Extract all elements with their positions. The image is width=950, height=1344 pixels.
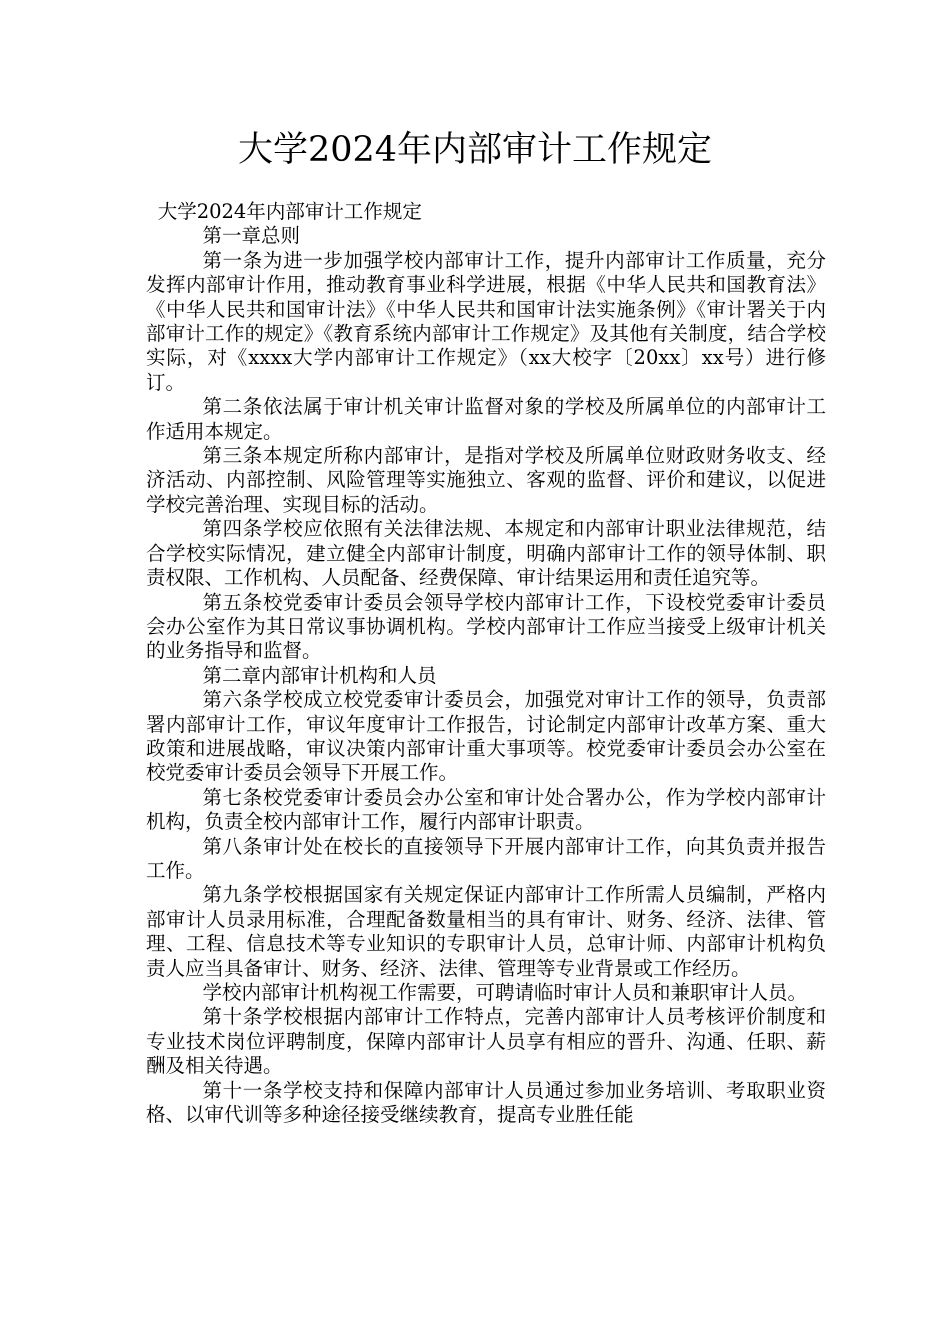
document-title: 大学2024年内部审计工作规定 xyxy=(237,130,713,170)
document-body xyxy=(146,200,826,1127)
article-paragraph: 第十条学校根据内部审计工作特点，完善内部审计人员考核评价制度和专业技术岗位评聘制度，保障内部审计人员享有相应的晋升、沟通、任职、薪酬及相关待遇。 xyxy=(146,1005,826,1078)
document-subtitle: 大学2024年内部审计工作规定 xyxy=(157,200,422,223)
article-paragraph: 第十一条学校支持和保障内部审计人员通过参加业务培训、考取职业资格、以审代训等多种途径接受继续教育，提高专业胜任能 xyxy=(146,1078,826,1127)
chapter-heading: 第一章总则 xyxy=(202,224,301,248)
article-paragraph: 第六条学校成立校党委审计委员会，加强党对审计工作的领导，负责部署内部审计工作，审议年度审计工作报告，讨论制定内部审计改革方案、重大政策和进展战略，审议决策内部审计重大事项等。校党委审计委员会办公室在校党委审计委员会领导下开展工作。 xyxy=(146,688,826,785)
article-paragraph: 第九条学校根据国家有关规定保证内部审计工作所需人员编制，严格内部审计人员录用标准，合理配备数量相当的具有审计、财务、经济、法律、管理、工程、信息技术等专业知识的专职审计人员，总审计师、内部审计机构负责人应当具备审计、财务、经济、法律、管理等专业背景或工作经历。 xyxy=(146,883,826,980)
article-paragraph: 第五条校党委审计委员会领导学校内部审计工作，下设校党委审计委员会办公室作为其日常议事协调机构。学校内部审计工作应当接受上级审计机关的业务指导和监督。 xyxy=(146,590,826,663)
chapter-heading: 第二章内部审计机构和人员 xyxy=(202,663,437,687)
article-paragraph: 第七条校党委审计委员会办公室和审计处合署办公，作为学校内部审计机构，负责全校内部审计工作，履行内部审计职责。 xyxy=(146,785,826,834)
article-paragraph: 第一条为进一步加强学校内部审计工作，提升内部审计工作质量，充分发挥内部审计作用，推动教育事业科学进展，根据《中华人民共和国教育法》《中华人民共和国审计法》《中华人民共和国审计法实施条例》《审计署关于内部审计工作的规定》《教育系统内部审计工作规定》及其他有关制度，结合学校实际，对《xxxx大学内部审计工作规定》（xx大校字〔20xx〕xx号）进行修订。 xyxy=(146,248,826,394)
article-paragraph: 第二条依法属于审计机关审计监督对象的学校及所属单位的内部审计工作适用本规定。 xyxy=(146,395,826,443)
article-paragraph: 学校内部审计机构视工作需要，可聘请临时审计人员和兼职审计人员。 xyxy=(202,981,808,1004)
article-paragraph: 第三条本规定所称内部审计，是指对学校及所属单位财政财务收支、经济活动、内部控制、风险管理等实施独立、客观的监督、评价和建议，以促进学校完善治理、实现目标的活动。 xyxy=(146,444,826,516)
article-paragraph: 第四条学校应依照有关法律法规、本规定和内部审计职业法律规范，结合学校实际情况，建立健全内部审计制度，明确内部审计工作的领导体制、职责权限、工作机构、人员配备、经费保障、审计结果运用和责任追究等。 xyxy=(146,517,826,590)
article-paragraph: 第八条审计处在校长的直接领导下开展内部审计工作，向其负责并报告工作。 xyxy=(146,834,826,882)
